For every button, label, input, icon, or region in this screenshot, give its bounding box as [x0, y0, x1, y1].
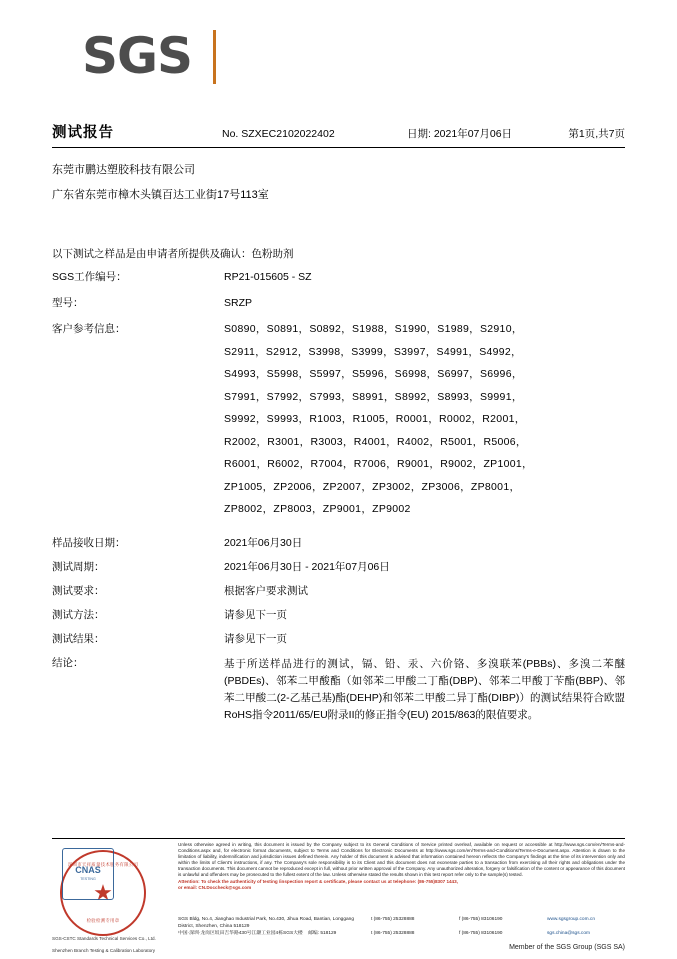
field-row-test-requirement [52, 584, 625, 599]
sgs-logo-text: SGS [82, 27, 193, 85]
authenticity-notice: Attention: To check the authenticity of testing /inspection report & certificate, please contact us at telephone: (86-755)8307 1443, [178, 878, 458, 884]
report-date: 日期: 2021年07月06日 [407, 128, 513, 140]
field-row-test-method [52, 608, 625, 623]
cnas-accreditation-mark [62, 848, 114, 900]
field-value: 请参见下一页 [224, 608, 287, 621]
reference-line: R6001，R6002，R7004，R7006，R9001，R9002，ZP1001， [224, 458, 533, 470]
reference-line: R2002，R3001，R3003，R4001，R4002，R5001，R5006， [224, 435, 527, 448]
field-label: 型号： [52, 297, 84, 309]
field-label: 测试方法： [52, 608, 105, 621]
field-row-client-reference [52, 322, 625, 525]
conclusion-text: 基于所送样品进行的测试，镉、铅、汞、六价铬、多溴联苯(PBBs)、多溴二苯醚(PBDEs)、邻苯二甲酸酯（如邻苯二甲酸二丁酯(DBP)、邻苯二甲酸丁苄酯(BBP)、邻苯二甲酸二(2-乙基己基)酯(DEHP)和邻苯二甲酸二异丁酯(DIBP)）的测试结果符合欧盟RoHS指令2011/65/EU附录II的修正指令(EU) 2015/863的限值要求。 [224, 657, 625, 721]
field-value: 2021年06月30日 [224, 536, 303, 549]
field-row-test-result [52, 632, 625, 647]
client-reference-values [224, 322, 625, 525]
contact-zip-cn: 邮编: 518129 [308, 931, 337, 937]
field-label: 客户参考信息： [52, 323, 126, 335]
stamp-arc-top-text: 深圳市天祥质量技术服务有限公司 [67, 862, 139, 867]
page-count: 第1页,共7页 [568, 128, 625, 140]
reference-line: S7991，S7992，S7993，S8991，S8992，S8993，S9991， [224, 390, 523, 403]
client-company-name: 东莞市鹏达塑胶科技有限公司 [52, 164, 195, 176]
field-label: 测试结果： [52, 632, 105, 645]
contact-row-en [178, 916, 625, 930]
field-value: SRZP [224, 297, 253, 309]
field-label: 结论： [52, 656, 84, 669]
field-label: SGS工作编号： [52, 271, 127, 283]
footer-divider [52, 838, 625, 839]
sgs-logo [82, 28, 212, 90]
field-value: 根据客户要求测试 [224, 584, 308, 597]
footer-contact [178, 916, 625, 938]
field-row-received-date [52, 536, 625, 551]
field-value: 2021年06月30日 - 2021年07月06日 [224, 560, 390, 573]
field-label: 测试要求： [52, 584, 105, 597]
reference-line: ZP1005，ZP2006，ZP2007，ZP3002，ZP3006，ZP8001， [224, 480, 521, 493]
client-address: 广东省东莞市樟木头镇百达工业街17号113室 [52, 189, 269, 201]
contact-row-cn [178, 930, 625, 937]
reference-line: S2911，S2912，S3998，S3999，S3997，S4991，S4992， [224, 345, 522, 358]
report-header-row [52, 121, 625, 142]
field-row-job-no [52, 270, 625, 285]
sample-note: 以下测试之样品是由申请者所提供及确认：色粉助剂 [52, 248, 294, 260]
legal-body: Unless otherwise agreed in writing, this document is issued by the Company subject to its General Conditions of Service printed overleaf, available on request or accessible at http://www.sgs.com/en/Terms-and-Conditions.aspx and, for electronic format documents, subject to Terms and Conditions for Electronic Documents at http://www.sgs.com/en/Terms-and-Conditions/Terms-e-Document.aspx. Attention is drawn to the limitation of liability, indemnification and jurisdiction issues defined therein. Any holder of this document is advised that information contained hereon reflects the Company's findings at the time of its intervention only and within the limits of Client's instructions, if any. The Company's sole responsibility is to its Client and this document does not exonerate parties to a transaction from exercising all their rights and obligations under the transaction documents. This document cannot be reproduced except in full, without prior written approval of the Company. Any unauthorized alteration, forgery or falsification of the content or appearance of this document is unlawful and offenders may be prosecuted to the fullest extent of the law. Unless otherwise stated the results shown in this test report refer only to the sample(s) tested. [178, 842, 625, 878]
field-label: 测试周期： [52, 560, 105, 573]
field-table [52, 270, 625, 735]
star-icon: ★ [93, 880, 113, 905]
page-title: 测试报告 [52, 125, 114, 141]
field-row-test-period [52, 560, 625, 575]
cnas-label: CNAS [75, 865, 101, 875]
contact-fax-cn: f (86-755) 83106190 [459, 931, 503, 937]
contact-address-cn [178, 930, 371, 937]
authenticity-email: or email: CN.Doccheck@sgs.com [178, 884, 252, 890]
lab-name-line1: SGS-CSTC Standards Technical Services Co., Ltd. [52, 936, 156, 941]
report-number: No. SZXEC2102022402 [222, 128, 335, 140]
cnas-sublabel: TESTING [80, 877, 96, 881]
field-row-model [52, 296, 625, 311]
reference-line: S9992，S9993，R1003，R1005，R0001，R0002，R2001， [224, 413, 526, 425]
contact-email[interactable]: sgs.china@sgs.com [547, 931, 590, 937]
stamp-arc-bottom-text: 检验检测专用章 [86, 918, 120, 923]
field-row-conclusion [52, 656, 625, 724]
field-value: RP21-015605 - SZ [224, 271, 312, 283]
field-label: 样品接收日期： [52, 536, 126, 549]
legal-disclaimer [178, 842, 625, 891]
contact-website[interactable]: www.sgsgroup.com.cn [547, 917, 595, 922]
contact-address-en: SGS Bldg, No.4, Jianghao Industrial Park, No.430, Jihua Road, Bantian, Longgang District, Shenzhen, China 518129 [178, 917, 354, 930]
contact-fax-en: f (86-755) 83106190 [459, 917, 503, 922]
reference-line: ZP8002，ZP8003，ZP9001，ZP9002 [224, 503, 411, 515]
reference-line: S4993，S5998，S5997，S5996，S6998，S6997，S6996， [224, 368, 523, 380]
contact-tel-en: t (86-755) 25328888 [371, 917, 415, 922]
contact-address-cn-text: 中国·深圳·龙岗区坂田吉华路430号江灏工业园4栋SGS大楼 [178, 931, 303, 937]
sgs-logo-bar [213, 30, 216, 84]
lab-name-line2: Shenzhen Branch Testing & Calibration Laboratory [52, 948, 156, 953]
field-value: 请参见下一页 [224, 632, 287, 645]
header-divider [52, 147, 625, 148]
reference-line: S0890，S0891，S0892，S1988，S1990，S1989，S2910， [224, 323, 523, 335]
contact-tel-cn: t (86-755) 25328888 [371, 931, 415, 937]
member-notice: Member of the SGS Group (SGS SA) [509, 944, 625, 951]
